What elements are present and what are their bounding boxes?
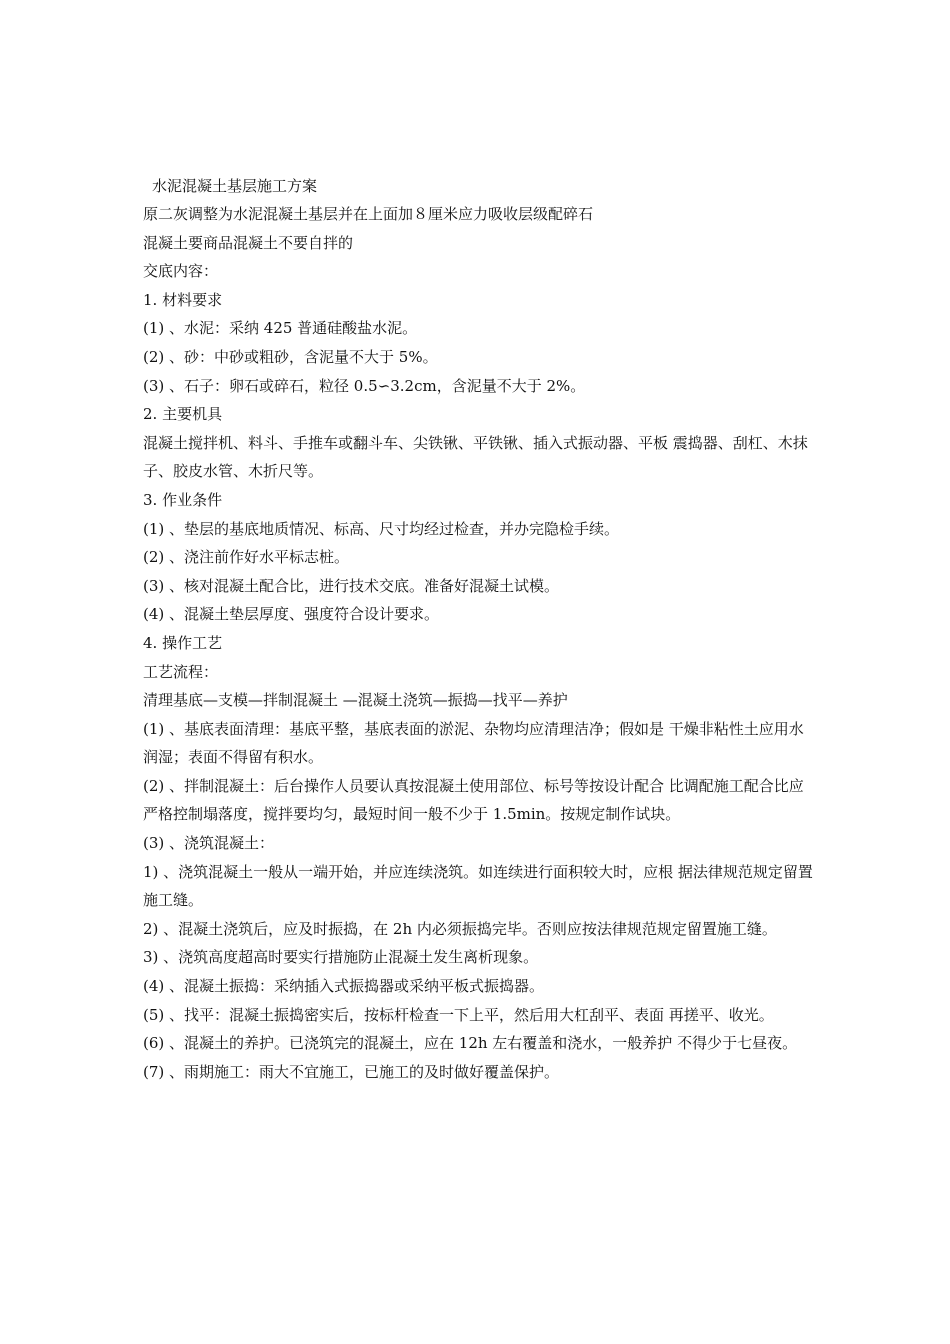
- paragraph: (1) 、垫层的基底地质情况、标高、尺寸均经过检查，并办完隐检手续。: [143, 519, 620, 538]
- paragraph: (4) 、混凝土振捣：采纳插入式振捣器或采纳平板式振捣器。: [143, 977, 545, 996]
- paragraph: (2) 、砂：中砂或粗砂，含泥量不大于 5%。: [143, 347, 438, 366]
- document-lines: [143, 200, 818, 1086]
- paragraph: (2) 、拌制混凝土：后台操作人员要认真按混凝土使用部位、标号等按设计配合 比调配施工配合比应严格控制塌落度，搅拌要均匀，最短时间一般不少于 1.5min。按规定制作试块。: [143, 776, 804, 824]
- paragraph: (3) 、浇筑混凝土：: [143, 834, 275, 853]
- paragraph: 交底内容：: [143, 262, 219, 281]
- paragraph: 2) 、混凝土浇筑后，应及时振捣，在 2h 内必须振捣完毕。否则应按法律规范规定留置施工缝。: [143, 919, 777, 938]
- paragraph: (1) 、水泥：采纳 425 普通硅酸盐水泥。: [143, 319, 418, 338]
- paragraph: (5) 、找平：混凝土振捣密实后，按标杆检查一下上平，然后用大杠刮平、表面 再搓平、收光。: [143, 1005, 774, 1024]
- paragraph: (3) 、石子：卵石或碎石，粒径 0.5∽3.2cm，含泥量不大于 2%。: [143, 376, 586, 395]
- paragraph: (2) 、浇注前作好水平标志桩。: [143, 548, 350, 567]
- paragraph: (7) 、雨期施工：雨大不宜施工，已施工的及时做好覆盖保护。: [143, 1062, 560, 1081]
- paragraph: 混凝土要商品混凝土不要自拌的: [143, 233, 354, 252]
- paragraph: 3) 、浇筑高度超高时要实行措施防止混凝土发生离析现象。: [143, 948, 539, 967]
- paragraph: 2. 主要机具: [143, 405, 223, 424]
- document-title: 水泥混凝土基层施工方案: [152, 177, 318, 195]
- document-body: [143, 172, 818, 1086]
- paragraph: 4. 操作工艺: [143, 633, 223, 652]
- paragraph: (4) 、混凝土垫层厚度、强度符合设计要求。: [143, 605, 440, 624]
- paragraph: 3. 作业条件: [143, 490, 223, 509]
- paragraph: (6) 、混凝土的养护。已浇筑完的混凝土，应在 12h 左右覆盖和浇水，一般养护 不得少于七昼夜。: [143, 1034, 798, 1053]
- paragraph: 清理基底—支模—拌制混凝土 —混凝土浇筑—振捣—找平—养护: [143, 691, 568, 710]
- paragraph: 工艺流程：: [143, 662, 219, 681]
- paragraph: (3) 、核对混凝土配合比，进行技术交底。准备好混凝土试模。: [143, 576, 560, 595]
- paragraph: 原二灰调整为水泥混凝土基层并在上面加８厘米应力吸收层级配碎石: [143, 205, 594, 223]
- paragraph: (1) 、基底表面清理：基底平整，基底表面的淤泥、杂物均应清理洁净；假如是 干燥非粘性土应用水润湿；表面不得留有积水。: [143, 719, 804, 767]
- paragraph: 1) 、浇筑混凝土一般从一端开始，并应连续浇筑。如连续进行面积较大时，应根 据法律规范规定留置施工缝。: [143, 862, 813, 910]
- paragraph: 混凝土搅拌机、料斗、手推车或翻斗车、尖铁锹、平铁锹、插入式振动器、平板 震捣器、刮杠、木抹子、胶皮水管、木折尺等。: [143, 433, 808, 481]
- paragraph: 1. 材料要求: [143, 290, 223, 309]
